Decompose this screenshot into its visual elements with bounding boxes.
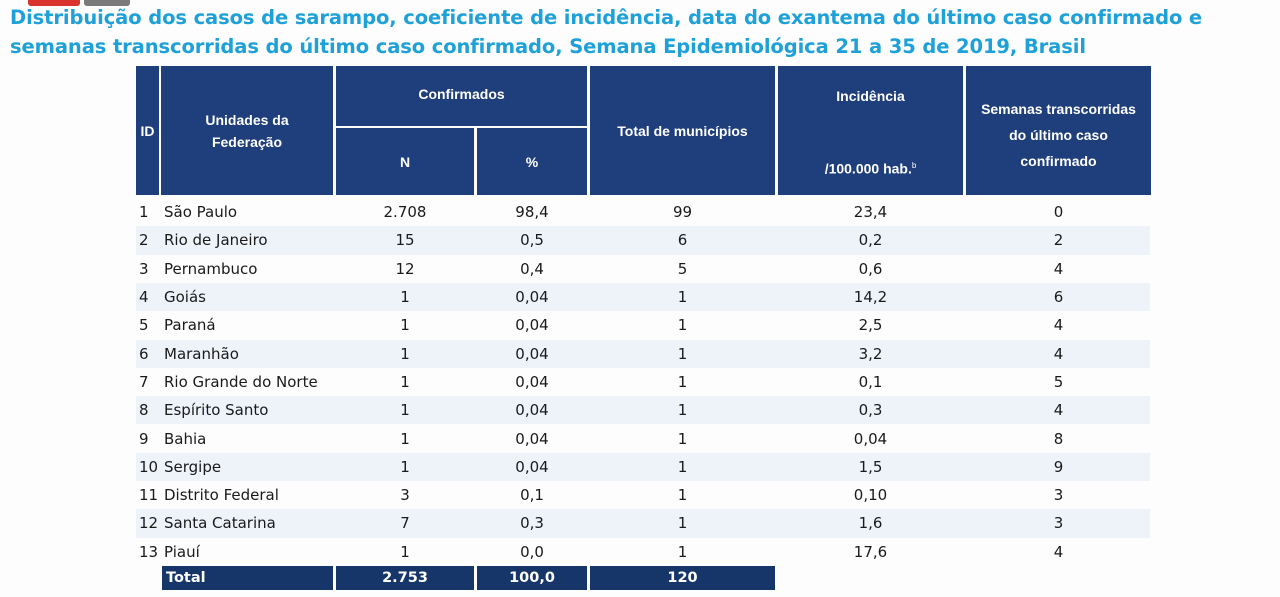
table-row	[136, 509, 1150, 537]
cell-uf: Distrito Federal	[164, 486, 279, 505]
cell-pct: 0,04	[515, 316, 549, 335]
cell-id: 5	[139, 316, 149, 335]
table-row	[136, 311, 1150, 339]
cell-pct: 98,4	[515, 203, 549, 222]
table-row	[136, 453, 1150, 481]
total-municipios-text: 120	[667, 570, 698, 586]
cell-id: 8	[139, 401, 149, 420]
cell-uf: Bahia	[164, 429, 207, 448]
cell-incidencia: 3,2	[858, 344, 883, 363]
table-row	[136, 283, 1150, 311]
cell-n: 1	[400, 457, 410, 476]
cell-id: 4	[139, 288, 149, 307]
header-n-label: N	[399, 153, 411, 170]
cell-municipios: 99	[672, 203, 693, 222]
cell-uf: Maranhão	[164, 344, 239, 363]
cell-uf: Rio de Janeiro	[164, 231, 268, 250]
header-pct	[477, 128, 587, 195]
cell-n: 1	[400, 288, 410, 307]
cell-pct: 0,04	[515, 288, 549, 307]
cell-incidencia: 23,4	[853, 203, 888, 222]
header-semanas-line1: Semanas transcorridas	[981, 101, 1136, 117]
cell-uf: São Paulo	[164, 203, 238, 222]
cell-pct: 0,5	[520, 231, 544, 250]
cell-incidencia: 14,2	[853, 288, 888, 307]
cell-semanas: 0	[1053, 203, 1064, 222]
cell-id: 1	[139, 203, 149, 222]
cell-municipios: 1	[677, 486, 688, 505]
header-semanas-line3: confirmado	[1020, 153, 1097, 169]
header-incidencia-footnote: b	[911, 161, 917, 171]
cell-n: 7	[400, 514, 410, 533]
cell-pct: 0,1	[520, 486, 544, 505]
total-label	[162, 566, 333, 590]
cell-uf: Sergipe	[164, 457, 222, 476]
cell-municipios: 1	[677, 372, 688, 391]
cell-incidencia: 2,5	[858, 316, 883, 335]
header-n	[336, 128, 474, 195]
cell-semanas: 4	[1053, 344, 1064, 363]
table-row	[136, 396, 1150, 424]
header-semanas	[966, 66, 1151, 195]
cell-id: 13	[139, 542, 159, 561]
cell-incidencia: 1,5	[858, 457, 883, 476]
header-confirmados	[336, 66, 587, 126]
cell-municipios: 1	[677, 344, 688, 363]
total-municipios	[590, 566, 775, 590]
header-incidencia-unit-text: /100.000 hab.	[824, 161, 912, 177]
header-pct-label: %	[525, 153, 539, 170]
cell-uf: Goiás	[164, 288, 206, 307]
cell-uf: Espírito Santo	[164, 401, 269, 420]
table-row	[136, 226, 1150, 254]
cell-id: 6	[139, 344, 149, 363]
cell-n: 3	[400, 486, 410, 505]
cell-incidencia: 0,6	[858, 259, 883, 278]
header-incidencia	[778, 66, 963, 195]
cell-id: 9	[139, 429, 149, 448]
cell-municipios: 5	[677, 259, 688, 278]
cell-municipios: 1	[677, 514, 688, 533]
cell-uf: Santa Catarina	[164, 514, 276, 533]
cell-semanas: 9	[1053, 457, 1064, 476]
cell-pct: 0,4	[520, 259, 544, 278]
cell-incidencia: 17,6	[853, 542, 888, 561]
cell-id: 12	[139, 514, 159, 533]
cell-incidencia: 0,2	[858, 231, 883, 250]
cell-n: 15	[395, 231, 415, 250]
cell-municipios: 1	[677, 288, 688, 307]
cell-municipios: 1	[677, 429, 688, 448]
cell-pct: 0,3	[520, 514, 544, 533]
cell-incidencia: 0,10	[853, 486, 888, 505]
total-pct	[477, 566, 587, 590]
cell-municipios: 1	[677, 401, 688, 420]
total-n-text: 2.753	[382, 570, 428, 586]
cell-semanas: 6	[1053, 288, 1064, 307]
header-id-label: ID	[140, 122, 155, 139]
cell-pct: 0,04	[515, 401, 549, 420]
cell-pct: 0,04	[515, 429, 549, 448]
page-title: Distribuição dos casos de sarampo, coeficiente de incidência, data do exantema do último caso confirmado e semanas transcorridas do último caso confirmado, Semana Epidemiológica 21 a 35 de 2019, Brasil	[10, 6, 1203, 58]
table-row	[136, 340, 1150, 368]
cell-n: 1	[400, 372, 410, 391]
header-uf-line2: Federação	[211, 133, 283, 150]
table-row	[136, 538, 1150, 566]
cell-pct: 0,04	[515, 344, 549, 363]
cell-id: 11	[139, 486, 159, 505]
cell-semanas: 5	[1053, 372, 1064, 391]
header-incidencia-unit	[825, 156, 917, 179]
cell-incidencia: 0,04	[853, 429, 888, 448]
cell-uf: Paraná	[164, 316, 216, 335]
cell-incidencia: 0,3	[858, 401, 883, 420]
cell-id: 2	[139, 231, 149, 250]
cell-semanas: 2	[1053, 231, 1064, 250]
table-row	[136, 424, 1150, 452]
cell-pct: 0,04	[515, 372, 549, 391]
cell-pct: 0,04	[515, 457, 549, 476]
cell-incidencia: 1,6	[858, 514, 883, 533]
table-row	[136, 368, 1150, 396]
total-label-text: Total	[166, 570, 206, 586]
header-total-municipios-label: Total de municípios	[617, 122, 748, 139]
cell-municipios: 1	[677, 457, 688, 476]
cell-id: 3	[139, 259, 149, 278]
cell-n: 2.708	[383, 203, 427, 222]
cell-n: 1	[400, 344, 410, 363]
header-confirmados-label: Confirmados	[418, 86, 505, 102]
header-incidencia-label: Incidência	[836, 88, 905, 104]
cell-incidencia: 0,1	[858, 372, 883, 391]
header-total-municipios	[590, 66, 775, 195]
cell-municipios: 1	[677, 316, 688, 335]
cell-n: 1	[400, 429, 410, 448]
cell-uf: Pernambuco	[164, 259, 258, 278]
cell-n: 1	[400, 542, 410, 561]
cell-n: 1	[400, 401, 410, 420]
cell-id: 10	[139, 457, 159, 476]
cell-semanas: 8	[1053, 429, 1064, 448]
table-row	[136, 198, 1150, 226]
header-semanas-line2: do último caso	[1009, 127, 1108, 143]
cell-semanas: 3	[1053, 514, 1064, 533]
table-row	[136, 255, 1150, 283]
cell-pct: 0,0	[520, 542, 544, 561]
total-pct-text: 100,0	[509, 570, 555, 586]
cell-uf: Piauí	[164, 542, 200, 561]
header-id	[136, 66, 159, 195]
cell-semanas: 4	[1053, 542, 1064, 561]
header-uf-line1: Unidades da	[205, 111, 289, 128]
cell-municipios: 6	[677, 231, 688, 250]
header-uf	[161, 66, 333, 195]
cell-semanas: 4	[1053, 259, 1064, 278]
cell-semanas: 4	[1053, 316, 1064, 335]
cell-semanas: 4	[1053, 401, 1064, 420]
cell-id: 7	[139, 372, 149, 391]
cell-uf: Rio Grande do Norte	[164, 372, 318, 391]
table-row	[136, 481, 1150, 509]
cell-semanas: 3	[1053, 486, 1064, 505]
total-n	[336, 566, 474, 590]
cell-n: 1	[400, 316, 410, 335]
cell-n: 12	[395, 259, 415, 278]
cell-municipios: 1	[677, 542, 688, 561]
